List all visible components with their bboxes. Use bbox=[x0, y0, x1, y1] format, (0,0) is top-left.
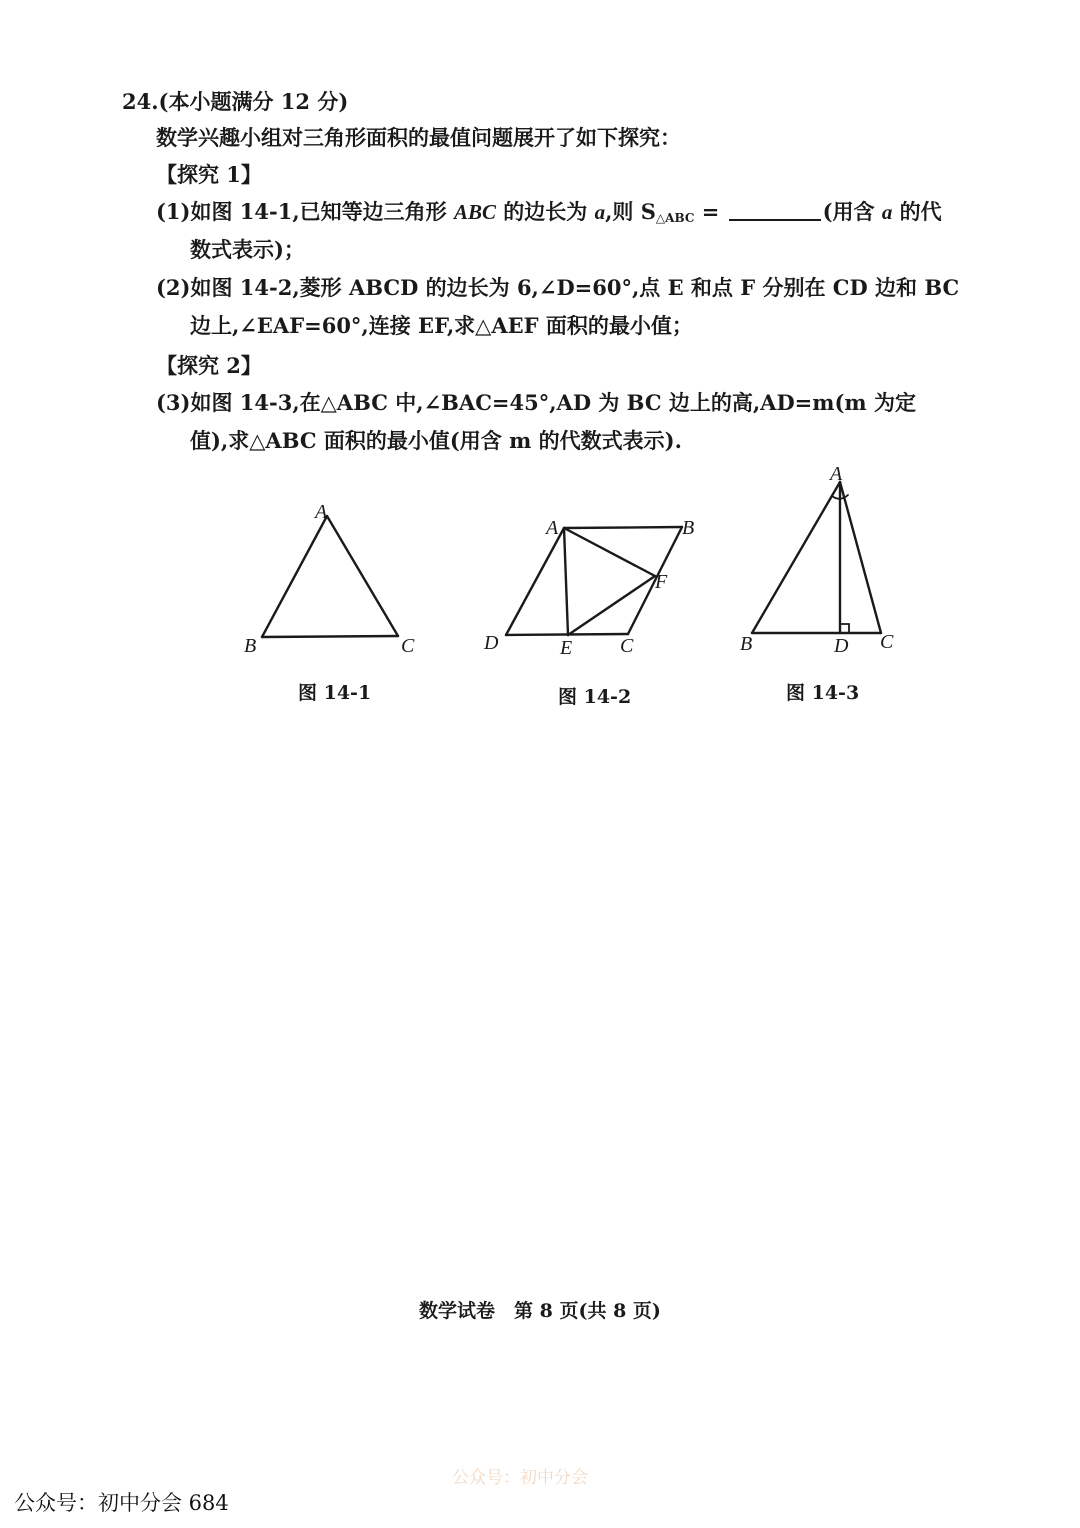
label-a: A bbox=[830, 463, 843, 485]
question-intro: 数学兴趣小组对三角形面积的最值问题展开了如下探究： bbox=[156, 125, 681, 150]
label-b: B bbox=[740, 633, 753, 655]
label-c: C bbox=[620, 635, 634, 657]
section-heading-1: 【探究 1】 bbox=[156, 162, 262, 187]
label-b: B bbox=[682, 517, 695, 539]
watermark: 公众号：初中分会 bbox=[452, 1468, 588, 1488]
page-footer: 数学试卷 第 8 页(共 8 页) bbox=[419, 1300, 661, 1322]
segment-ae bbox=[564, 528, 568, 635]
figure-14-2 bbox=[480, 512, 720, 662]
answer-blank bbox=[729, 199, 821, 221]
side-ab bbox=[564, 527, 682, 528]
label-c: C bbox=[880, 631, 894, 653]
account-label: 公众号：初中分会 684 bbox=[14, 1491, 229, 1515]
side-bc bbox=[262, 636, 398, 637]
label-f: F bbox=[655, 571, 668, 593]
figure-caption-14-3: 图 14-3 bbox=[786, 682, 860, 704]
side-ad bbox=[506, 528, 564, 635]
part2-line2: 边上,∠EAF=60°,连接 EF,求△AEF 面积的最小值； bbox=[190, 313, 693, 338]
label-e: E bbox=[560, 637, 573, 659]
right-angle-mark bbox=[840, 624, 849, 633]
label-a: A bbox=[315, 501, 328, 523]
side-ab bbox=[752, 482, 840, 633]
section-heading-2: 【探究 2】 bbox=[156, 353, 262, 378]
figure-caption-14-1: 图 14-1 bbox=[298, 682, 372, 704]
label-c: C bbox=[401, 635, 415, 657]
part3-line2: 值),求△ABC 面积的最小值(用含 m 的代数式表示). bbox=[190, 428, 682, 453]
question-header: 24.(本小题满分 12 分) bbox=[122, 89, 349, 114]
segment-af bbox=[564, 528, 655, 576]
label-a: A bbox=[546, 517, 559, 539]
label-d: D bbox=[834, 635, 849, 657]
figure-caption-14-2: 图 14-2 bbox=[558, 686, 632, 708]
label-b: B bbox=[244, 635, 257, 657]
part3-line1: (3)如图 14-3,在△ABC 中,∠BAC=45°,AD 为 BC 边上的高,AD=m(m 为定 bbox=[156, 390, 916, 415]
figure-14-3 bbox=[736, 462, 916, 662]
label-d: D bbox=[484, 632, 499, 654]
figure-14-1 bbox=[240, 496, 430, 666]
side-ac bbox=[327, 516, 398, 636]
part2-line1: (2)如图 14-2,菱形 ABCD 的边长为 6,∠D=60°,点 E 和点 F 分别在 CD 边和 BC bbox=[156, 275, 960, 300]
part1-line2: 数式表示)； bbox=[190, 237, 305, 262]
side-ab bbox=[262, 516, 327, 637]
part1-line1: (1)如图 14-1,已知等边三角形 ABC 的边长为 a,则 $S_{\triangle ABC}$ = (用含 a 的代 bbox=[156, 199, 942, 225]
side-ac bbox=[840, 482, 881, 633]
